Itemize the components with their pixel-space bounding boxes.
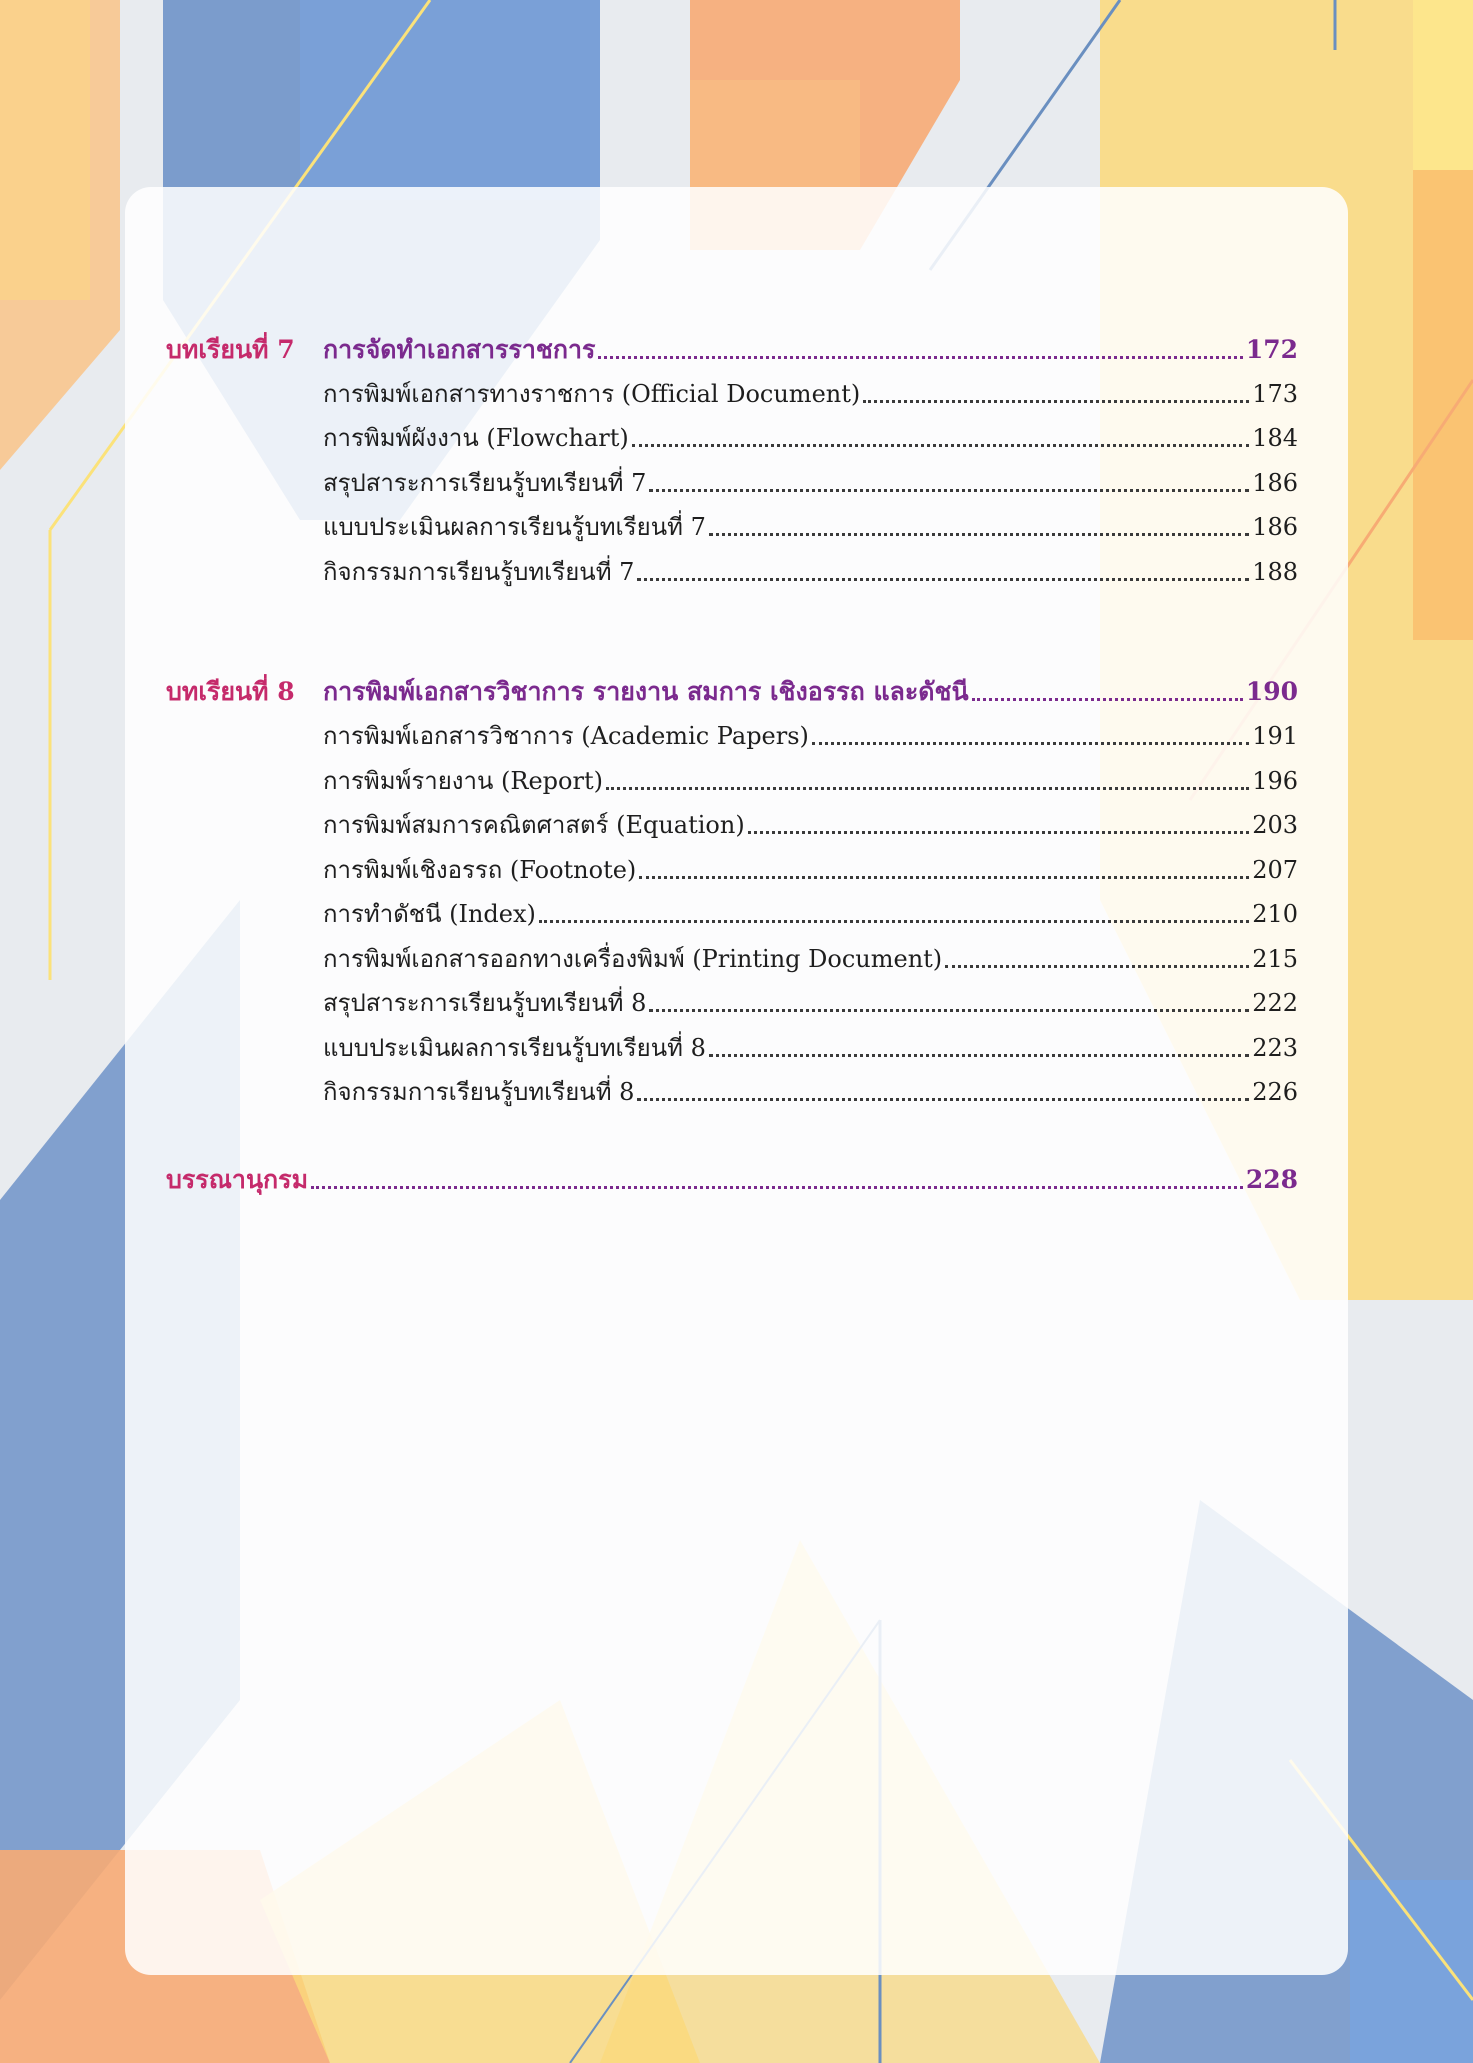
dot-leader bbox=[945, 965, 1249, 968]
toc-entry[interactable] bbox=[323, 1024, 1298, 1064]
dot-leader bbox=[709, 1054, 1249, 1057]
dot-leader bbox=[598, 356, 1242, 359]
bibliography-page: 228 bbox=[1245, 1165, 1298, 1194]
dot-leader bbox=[311, 1186, 1243, 1189]
chapter-8-prefix: บทเรียนที่ 8 bbox=[166, 677, 295, 706]
toc-entry[interactable] bbox=[323, 548, 1298, 588]
toc-entry[interactable] bbox=[323, 801, 1298, 841]
dot-leader bbox=[863, 400, 1249, 403]
entry-label: สรุปสาระการเรียนรู้บทเรียนที่ 7 bbox=[323, 469, 647, 497]
chapter-7-page: 172 bbox=[1245, 335, 1298, 364]
entry-label: การพิมพ์เอกสารออกทางเครื่องพิมพ์ (Printing Document) bbox=[323, 945, 943, 973]
toc-entry[interactable] bbox=[323, 1068, 1298, 1108]
dot-leader bbox=[637, 578, 1249, 581]
entry-label: การทำดัชนี (Index) bbox=[323, 900, 536, 928]
toc-entry[interactable] bbox=[323, 414, 1298, 454]
dot-leader bbox=[812, 742, 1249, 745]
chapter-8-title: การพิมพ์เอกสารวิชาการ รายงาน สมการ เชิงอรรถ และดัชนี bbox=[323, 677, 969, 706]
dot-leader bbox=[649, 1009, 1249, 1012]
entry-page: 203 bbox=[1252, 811, 1298, 839]
dot-leader bbox=[539, 920, 1249, 923]
entry-page: 186 bbox=[1252, 469, 1298, 497]
entry-label: แบบประเมินผลการเรียนรู้บทเรียนที่ 7 bbox=[323, 513, 706, 541]
toc-entry[interactable] bbox=[323, 979, 1298, 1019]
toc-entry[interactable] bbox=[323, 935, 1298, 975]
entry-page: 188 bbox=[1252, 558, 1298, 586]
dot-leader bbox=[637, 1098, 1249, 1101]
dot-leader bbox=[632, 444, 1249, 447]
dot-leader bbox=[748, 831, 1249, 834]
chapter-7-prefix: บทเรียนที่ 7 bbox=[166, 335, 295, 364]
entry-label: กิจกรรมการเรียนรู้บทเรียนที่ 8 bbox=[323, 1078, 635, 1106]
entry-label: สรุปสาระการเรียนรู้บทเรียนที่ 8 bbox=[323, 989, 647, 1017]
entry-page: 196 bbox=[1252, 767, 1298, 795]
entry-label: กิจกรรมการเรียนรู้บทเรียนที่ 7 bbox=[323, 558, 635, 586]
entry-page: 222 bbox=[1252, 989, 1298, 1017]
entry-label: การพิมพ์รายงาน (Report) bbox=[323, 767, 603, 795]
entry-page: 191 bbox=[1252, 722, 1298, 750]
entry-page: 184 bbox=[1252, 424, 1298, 452]
entry-page: 186 bbox=[1252, 513, 1298, 541]
entry-page: 223 bbox=[1252, 1034, 1298, 1062]
bibliography-entry[interactable] bbox=[166, 1156, 1298, 1196]
entry-label: การพิมพ์เอกสารทางราชการ (Official Document) bbox=[323, 380, 861, 408]
toc-entry[interactable] bbox=[323, 712, 1298, 752]
chapter-7-entry[interactable] bbox=[323, 326, 1298, 366]
toc-entry[interactable] bbox=[323, 846, 1298, 886]
toc-entry[interactable] bbox=[323, 503, 1298, 543]
toc-entry[interactable] bbox=[323, 890, 1298, 930]
entry-label: แบบประเมินผลการเรียนรู้บทเรียนที่ 8 bbox=[323, 1034, 706, 1062]
entry-label: การพิมพ์เชิงอรรถ (Footnote) bbox=[323, 856, 637, 884]
chapter-7-title: การจัดทำเอกสารราชการ bbox=[323, 335, 596, 364]
dot-leader bbox=[606, 787, 1249, 790]
entry-page: 215 bbox=[1252, 945, 1298, 973]
entry-label: การพิมพ์เอกสารวิชาการ (Academic Papers) bbox=[323, 722, 809, 750]
entry-label: การพิมพ์ผังงาน (Flowchart) bbox=[323, 424, 629, 452]
bibliography-label: บรรณานุกรม bbox=[166, 1165, 309, 1194]
dot-leader bbox=[649, 489, 1249, 492]
entry-page: 226 bbox=[1252, 1078, 1298, 1106]
dot-leader bbox=[639, 876, 1249, 879]
chapter-8-page: 190 bbox=[1245, 677, 1298, 706]
entry-label: การพิมพ์สมการคณิตศาสตร์ (Equation) bbox=[323, 811, 745, 839]
entry-page: 210 bbox=[1252, 900, 1298, 928]
chapter-8-entry[interactable] bbox=[323, 668, 1298, 708]
dot-leader bbox=[709, 533, 1249, 536]
dot-leader bbox=[972, 698, 1243, 701]
toc-entry[interactable] bbox=[323, 370, 1298, 410]
entry-page: 207 bbox=[1252, 856, 1298, 884]
toc-entry[interactable] bbox=[323, 757, 1298, 797]
entry-page: 173 bbox=[1252, 380, 1298, 408]
toc-entry[interactable] bbox=[323, 459, 1298, 499]
